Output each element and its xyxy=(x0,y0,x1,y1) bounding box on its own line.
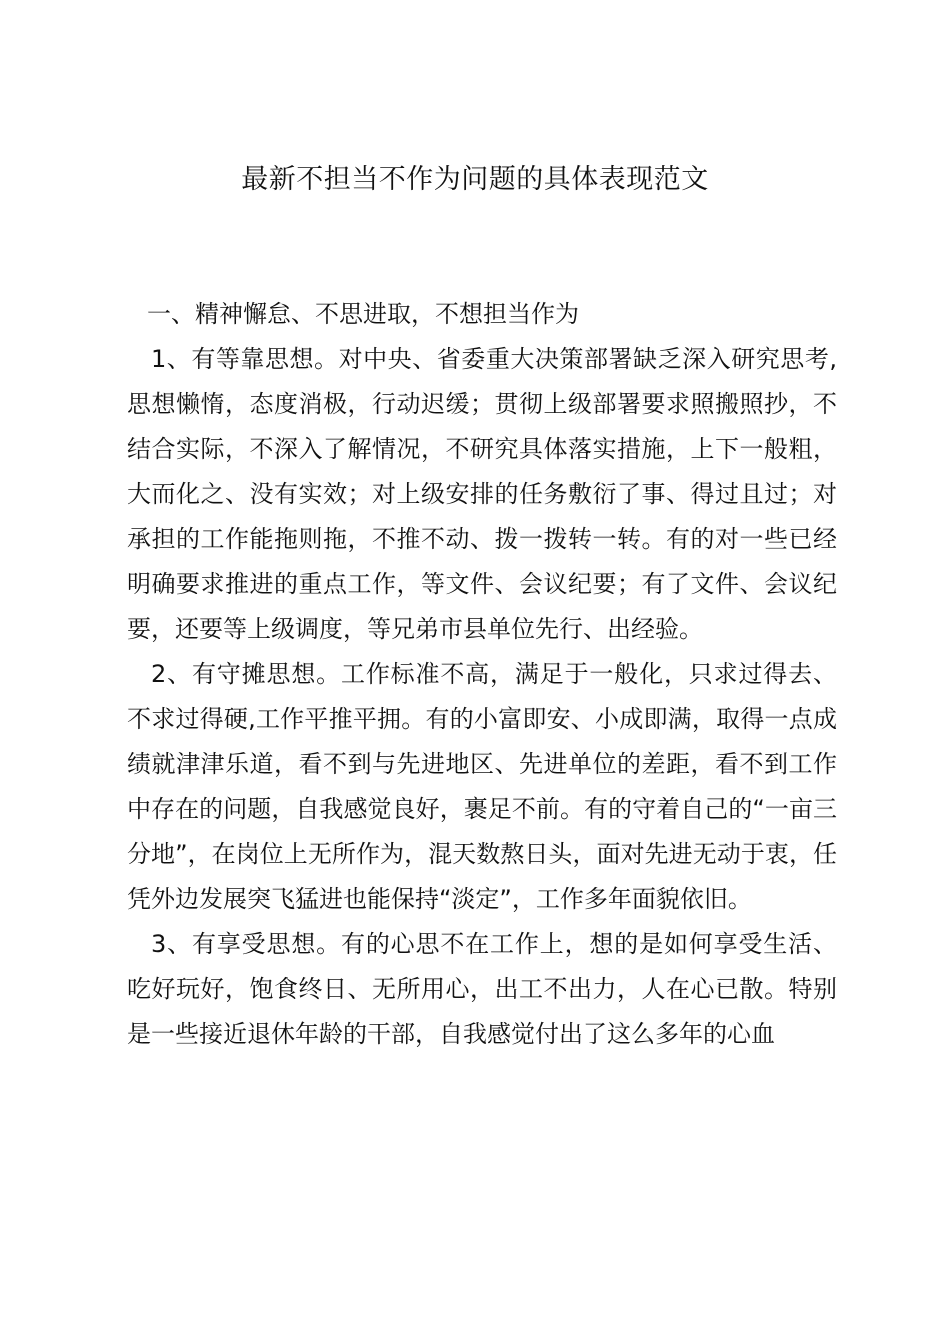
paragraph-3: 3、有享受思想。有的心思不在工作上，想的是如何享受生活、吃好玩好，饱食终日、无所用心，出工不出力，人在心已散。特别是一些接近退休年龄的干部，自我感觉付出了这么多年的心血 xyxy=(127,930,837,1048)
paragraph-2: 2、有守摊思想。工作标准不高，满足于一般化，只求过得去、不求过得硬,工作平推平拥。有的小富即安、小成即满，取得一点成绩就津津乐道，看不到与先进地区、先进单位的差距，看不到工作中存在的问题，自我感觉良好，裹足不前。有的守着自己的“一亩三分地”，在岗位上无所作为，混天数熬日头，面对先进无动于衷，任凭外边发展突飞猛进也能保持“淡定”，工作多年面貌依旧。 xyxy=(127,660,837,913)
section-heading: 一、精神懈怠、不思进取，不想担当作为 xyxy=(147,300,579,328)
document-body xyxy=(127,292,837,1057)
paragraph-1: 1、有等靠思想。对中央、省委重大决策部署缺乏深入研究思考,思想懒惰，态度消极，行动迟缓；贯彻上级部署要求照搬照抄，不结合实际，不深入了解情况，不研究具体落实措施，上下一般粗，大而化之、没有实效；对上级安排的任务敷衍了事、得过且过；对承担的工作能拖则拖，不推不动、拨一拨转一转。有的对一些已经明确要求推进的重点工作，等文件、会议纪要；有了文件、会议纪要，还要等上级调度，等兄弟市县单位先行、出经验。 xyxy=(127,345,837,643)
document-title: 最新不担当不作为问题的具体表现范文 xyxy=(241,164,709,195)
